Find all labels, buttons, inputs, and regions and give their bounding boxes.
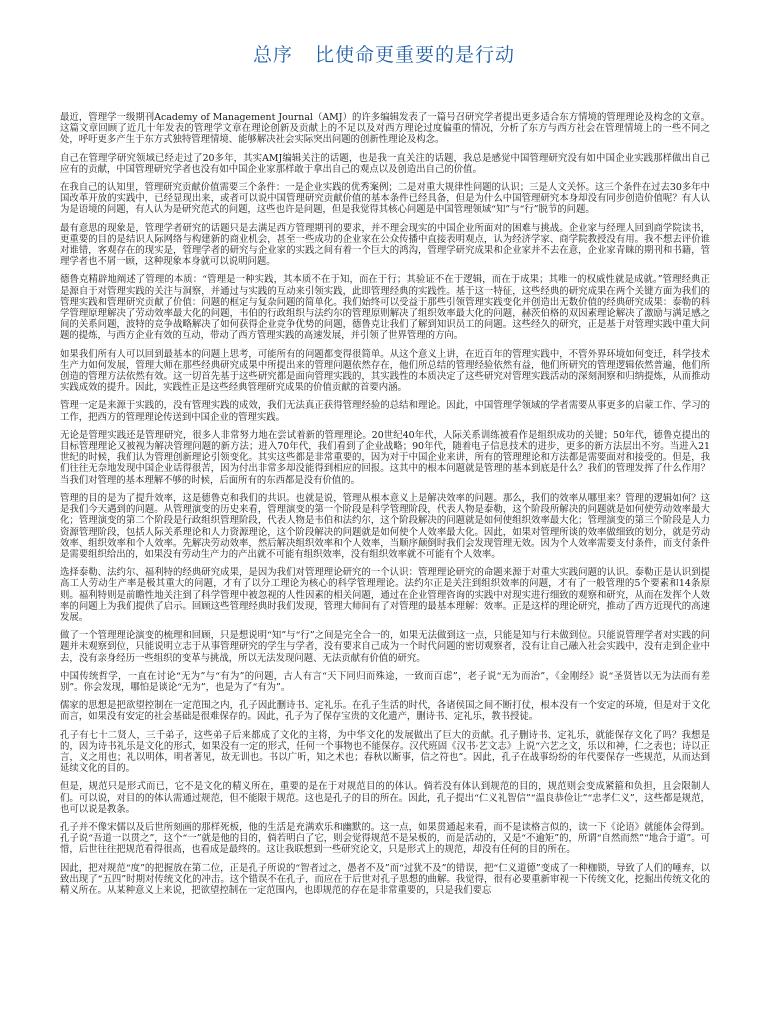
paragraph: 因此，把对规范“度”的把握放在第二位，正是孔子所说的“智者过之，愚者不及”而“过犹不及”的错误，把“仁义道德”变成了一种枷锁，导致了人们的唾弃，以致出现了“五四”时期对传统文化的冲击。这个错误不在孔子，而应在于后世对孔子思想的曲解。我觉得，很有必要重新审视一下传统文化，挖掘出传统文化的精义所在。从某种意义上来说，把欲望控制在一定范围内，也即规范的存在是非常重要的，只是我们要忘 bbox=[60, 862, 710, 896]
title-main: 比使命更重要的是行动 bbox=[315, 44, 516, 66]
paragraph: 德鲁克精辟地阐述了管理的本质：“管理是一种实践，其本质不在于知，而在于行；其验证不在于逻辑，而在于成果；其唯一的权威性就是成就。”管理经典正是源自于对管理实践的关注与洞察，并通过与实践的互动来引领实践，此即管理经典的实践性。基于这一特征，这些经典的研究成果在两个关键方面为我们的管理实践和管理研究贡献了价值：问题的框定与复杂问题的简单化。我们始终可以受益于那些引领管理实践变化并创造出无数价值的经典研究成果：泰勒的科学管理原理解决了劳动效率最大化的问题，韦伯的行政组织与法约尔的管理原则解决了组织效率最大化的问题，赫茨伯格的双因素理论解决了激励与满足感之间的关系问题，波特的竞争战略解决了如何获得企业竞争优势的问题，德鲁克让我们了解到知识员工的问题。这些经久的研究，正是基于对管理实践中重大问题的提炼，与西方企业有效的互动，带动了西方管理实践的高速发展，并引领了世界管理的方向。 bbox=[60, 274, 710, 342]
paragraph: 如果我们所有人可以回到最基本的问题上思考，可能所有的问题都变得很简单。从这个意义上讲，在近百年的管理实践中，不管外界环境如何变迁，科学技术生产力如何发展，管理大师在那些经典研究成果中所提出来的管理问题依然存在，他们所总结的管理经验依然有益，他们所研究的管理逻辑依然普遍，他们所创造的管理方法依然有效。这一切首先基于这些研究都是面向管理实践的，其实践性的本质决定了这些研究对管理实践活动的深刻洞察和归纳提炼，从而推动实践成效的提升。因此，实践性正是这些经典管理研究成果的价值贡献的首要内涵。 bbox=[60, 348, 710, 394]
paragraph: 管理一定是来源于实践的，没有管理实践的成效，我们无法真正获得管理经验的总结和理论。因此，中国管理学领域的学者需要从事更多的启蒙工作、学习的工作，把西方的管理理论传送到中国企业的管理实践。 bbox=[60, 400, 710, 423]
title-prefix: 总序 bbox=[252, 44, 293, 66]
paragraph: 在我自己的认知里，管理研究贡献价值需要三个条件：一是企业实践的优秀案例；二是对重大规律性问题的认识；三是人文关怀。这三个条件在过去30多年中国改革开放的实践中，已经显现出来，或者可以说中国管理研究贡献价值的基本条件已经具备，但是为什么中国管理研究本身却没有同步创造价值呢？有人认为是语境的问题，有人认为是研究范式的问题，这些也许是问题，但是我觉得其核心问题是中国管理领域“知”与“行”脱节的问题。 bbox=[60, 182, 710, 216]
page-title bbox=[0, 40, 768, 67]
paragraph: 自己在管理学研究领域已经走过了20多年，其实AMJ编辑关注的话题，也是我一直关注的话题，我总是感觉中国管理研究没有如中国企业实践那样做出自己应有的贡献，中国管理研究学者也没有如中国企业家那样敢于拿出自己的观点以及创造出自己的价值。 bbox=[60, 152, 710, 175]
paragraph: 管理的目的是为了提升效率，这是德鲁克和我们的共识。也就是说，管理从根本意义上是解决效率的问题。那么，我们的效率从哪里来？管理的逻辑如何？这是我们今天遇到的问题。从管理演变的历史来看，管理演变的第一个阶段是科学管理阶段，代表人物是泰勒，这个阶段所解决的问题就是如何使劳动效率最大化；管理演变的第二个阶段是行政组织管理阶段，代表人物是韦伯和法约尔，这个阶段解决的问题就是如何使组织效率最大化；管理演变的第三个阶段是人力资源管理阶段，包括人际关系理论和人力资源理论，这个阶段解决的问题就是如何使个人效率最大化。因此，如果对管理所谈的效率做细致的划分，就是劳动效率、组织效率和个人效率。先解决劳动效率，然后解决组织效率和个人效率，当顺序颠倒时我们会发现管理无效。因为个人效率需要支付条件，而支付条件是需要组织给出的，如果没有劳动生产力的产出就不可能有组织效率，没有组织效率就不可能有个人效率。 bbox=[60, 492, 710, 560]
paragraph: 无论是管理实践还是管理研究，很多人非常努力地在尝试着新的管理理论。20世纪40年代，人际关系训练被看作是组织成功的关键；50年代，德鲁克提出的目标管理理论又被视为解决管理问题的新方法；进入70年代，我们看到了企业战略；90年代，随着电子信息技术的进步，更多的新方法层出不穷。当进入21世纪的时候，我们认为管理创新理论引领变化。其实这些都是非常重要的，因为对于中国企业来讲，所有的管理理论和方法都是需要面对和接受的。但是，我们往往无奈地发现中国企业话得很苦，因为付出非常多却没能得到相应的回报。这其中的根本问题就是管理的基本到底是什么？我们的管理发挥了什么作用？当我们对管理的基本理解不够的时候，后面所有的东西都是没有价值的。 bbox=[60, 429, 710, 486]
paragraph: 最有意思的现象是，管理学者研究的话题只是去满足西方管理期刊的要求，并不理会现实的中国企业所面对的困难与挑战。企业家与经理人回到商学院读书，更重要的目的是结识人际网络与构建新的商业机会，甚至一些成功的企业家在公众传播中直接表明观点，认为经济学家、商学院教授没有用。我不想去评价谁对谁错，客观存在的现实是，管理学者的研究与企业家的实践之间有着一个巨大的鸿沟，管理学研究成果和企业家并不去在意，企业家青睐的期刊和书籍，管理学者也不屑一顾，这种现象本身就可以说明问题。 bbox=[60, 222, 710, 268]
paragraph: 儒家的思想是把欲望控制在一定范围之内，孔子因此删诗书、定礼乐。在孔子生活的时代，各诸侯国之间不断打仗，根本没有一个安定的环境，但是对于文化而言，如果没有安定的社会基础是很难保存的。因此，孔子为了保存宝贵的文化遗产，删诗书、定礼乐，教书授徒。 bbox=[60, 700, 710, 723]
body-text bbox=[60, 112, 710, 903]
paragraph: 做了一个管理理论演变的梳理和回顾，只是想说明“知”与“行”之间是完全合一的，如果无法做到这一点，只能是知与行未做到位。只能说管理学者对实践的问题并未观察到位，只能说明立志于从事管理研究的学生与学者，没有要求自己成为一个时代问题的密切观察者，没有让自己融入社会实践中，没有走到企业中去，没有亲身经历一些组织的变革与挑战，所以无法发现问题、无法贡献有价值的研究。 bbox=[60, 630, 710, 664]
paragraph: 孔子并不像宋儒以及后世所刻画的那样死板，他的生活是充满欢乐和幽默的。这一点，如果贯通起来看，而不是读格言似的，读一下《论语》就能体会得到。孔子说“吾道一以贯之”，这个“一”就是他的目的，倘若明白了它，则会觉得规范不是呆板的，而是活动的，又是“不逾矩”的，所谓“自然而然”“地合于道”。可惜，后世往往把规范看得很高，也看成是最终的。这让我联想到一些研究论文，只是形式上的规范，却没有任何的目的所在。 bbox=[60, 821, 710, 856]
paragraph: 中国传统哲学，一直在讨论“无为”与“有为”的问题，古人有言“天下同归而殊途，一致而百虑”，老子说“无为而治”，《金刚经》说“圣贤皆以无为法而有差别”。你会发现，哪怕是谈论“无为”，也是为了“有为”。 bbox=[60, 670, 710, 693]
paragraph: 但是，规范只是形式而已，它不是文化的精义所在，重要的是在于对规范目的的体认。倘若没有体认到规范的目的，规范则会变成紧箍和负担，且会限制人们。可以说，对目的的体认需通过规范，但不能限于规范。这也是孔子的目的所在。因此，孔子提出“仁义礼智信”“温良恭俭让”“忠孝仁义”，这些都是规范，也可以说是教条。 bbox=[60, 781, 710, 815]
paragraph: 最近，管理学一级期刊Academy of Management Journal（AMJ）的许多编辑发表了一篇号召研究学者提出更多适合东方情境的管理理论及构念的文章。这篇文章回顾了近几十年发表的管理学文章在理论创新及贡献上的不足以及对西方理论过度偏重的情况，分析了东方与西方社会在管理情境上的一些不同之处，呼吁更多产生于东方式独特管理情境、能够解决社会实际突出问题的创新性理论及构念。 bbox=[60, 112, 710, 146]
paragraph: 选择泰勒、法约尔、福利特的经典研究成果，是因为我们对管理理论研究的一个认识：管理理论研究的命题来源于对重大实践问题的认识。泰勒正是认识到提高工人劳动生产率是极其重大的问题，才有了以分工理论为核心的科学管理理论。法约尔正是关注到组织效率的问题，才有了一般管理的5个要素和14条原则。福利特则是前瞻性地关注到了科学管理中被忽视的人性因素的相关问题，通过在企业管理咨询的实践中对现实进行细致的观察和研究，从而在发挥个人效率的问题上为我们提供了启示。回顾这些管理经典时我们发现，管理大师间有了对管理的最基本理解：效率。正是这样的理论研究，推动了西方近现代的高速发展。 bbox=[60, 567, 710, 623]
paragraph: 孔子有七十二贤人，三千弟子，这些弟子后来都成了文化的主将，为中华文化的发展做出了巨大的贡献。孔子删诗书、定礼乐，就能保存文化了吗？我想是的，因为诗书礼乐是文化的形式，如果没有一定的形式，任何一个事物也不能保存。汉代班固《汉书·艺文志》上说“六艺之文，乐以和神，仁之表也；诗以正言，义之用也；礼以明体，明者著见，故无训也。书以广听，知之术也；春秋以断事，信之符也”。因此，孔子在战事纷纷的年代要保存一些规范，从而达到延续文化的目的。 bbox=[60, 729, 710, 775]
